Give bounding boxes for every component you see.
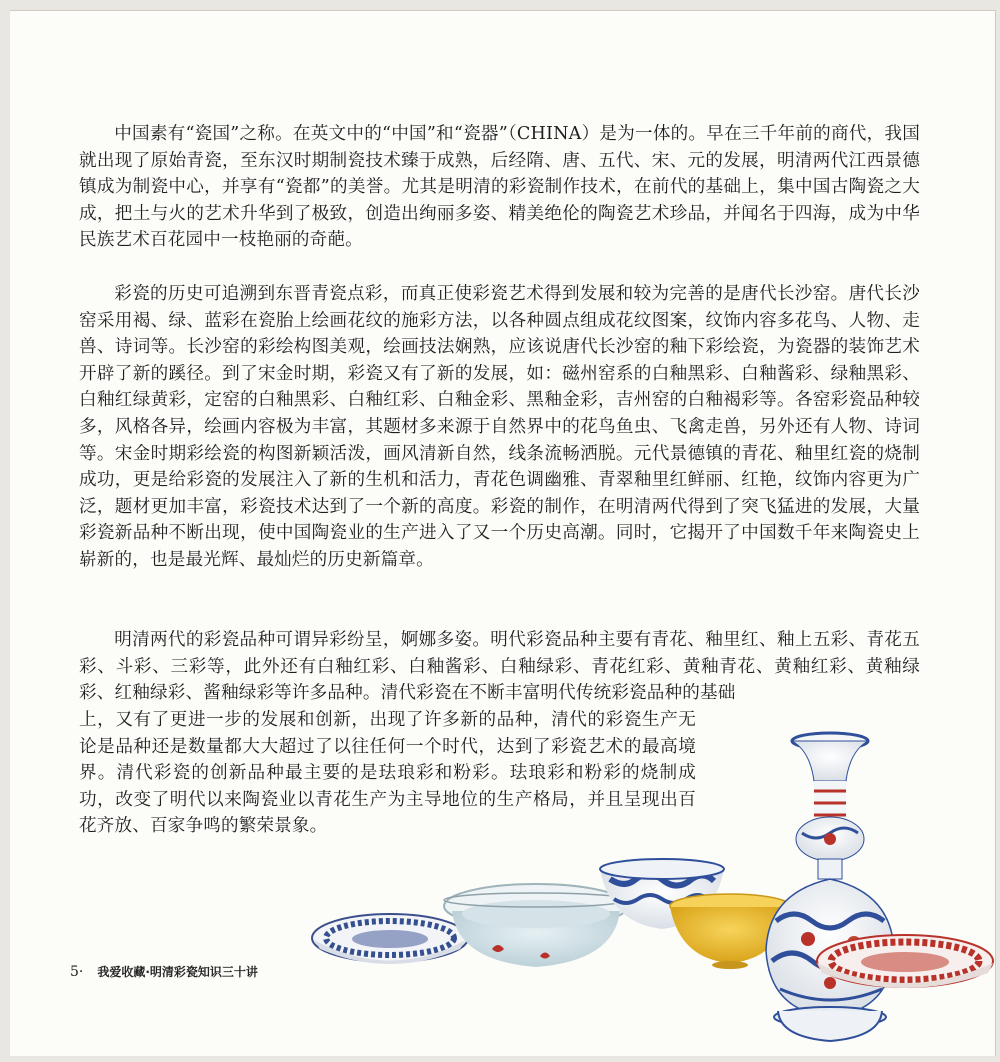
paragraph-1: 中国素有“瓷国”之称。在英文中的“中国”和“瓷器”（CHINA）是为一体的。早在三千年前的商代，我国就出现了原始青瓷，至东汉时期制瓷技术臻于成熟，后经隋、唐、五代、宋、元的发展，明清两代江西景德镇成为制瓷中心，并享有“瓷都”的美誉。尤其是明清的彩瓷制作技术，在前代的基础上，集中国古陶瓷之大成，把土与火的艺术升华到了极致，创造出绚丽多姿、精美绝伦的陶瓷艺术珍品，并闻名于四海，成为中华民族艺术百花园中一枝艳丽的奇葩。: [79, 124, 920, 251]
page-number: 5·: [70, 964, 84, 980]
book-page: [10, 10, 996, 1056]
page-footer: [70, 963, 258, 980]
paragraph-3-wrapped: 上，又有了更进一步的发展和创新，出现了许多新的品种，清代的彩瓷生产无论是品种还是数量都大大超过了以往任何一个时代，达到了彩瓷艺术的最高境界。清代彩瓷的创新品种最主要的是珐琅彩和粉彩。珐琅彩和粉彩的烧制成功，改变了明代以来陶瓷业以青花生产为主导地位的生产格局，并且呈现出百花齐放、百家争鸣的繁荣景象。: [79, 710, 696, 837]
red-plate: [817, 935, 993, 988]
paragraph-3-top: 明清两代的彩瓷品种可谓异彩纷呈，婀娜多姿。明代彩瓷品种主要有青花、釉里红、釉上五彩、青花五彩、斗彩、三彩等，此外还有白釉红彩、白釉酱彩、白釉绿彩、青花红彩、黄釉青花、黄釉红彩、黄釉绿彩、红釉绿彩、酱釉绿彩等许多品种。清代彩瓷在不断丰富明代传统彩瓷品种的基础: [79, 630, 920, 704]
paragraph-2: 彩瓷的历史可追溯到东晋青瓷点彩，而真正使彩瓷艺术得到发展和较为完善的是唐代长沙窑。唐代长沙窑采用褐、绿、蓝彩在瓷胎上绘画花纹的施彩方法，以各种圆点组成花纹图案，纹饰内容多花鸟、人物、走兽、诗词等。长沙窑的彩绘构图美观，绘画技法娴熟，应该说唐代长沙窑的釉下彩绘瓷，为瓷器的装饰艺术开辟了新的蹊径。到了宋金时期，彩瓷又有了新的发展，如：磁州窑系的白釉黑彩、白釉酱彩、绿釉黑彩、白釉红绿黄彩，定窑的白釉黑彩、白釉红彩、白釉金彩、黑釉金彩，吉州窑的白釉褐彩等。各窑彩瓷品种较多，风格各异，绘画内容极为丰富，其题材多来源于自然界中的花鸟鱼虫、飞禽走兽，另外还有人物、诗词等。宋金时期彩绘瓷的构图新颖活泼，画风清新自然，线条流畅洒脱。元代景德镇的青花、釉里红瓷的烧制成功，更是给彩瓷的发展注入了新的生机和活力，青花色调幽雅、青翠釉里红鲜丽、红艳，纹饰内容更为广泛，题材更加丰富，彩瓷技术达到了一个新的高度。彩瓷的制作，在明清两代得到了突飞猛进的发展，大量彩瓷新品种不断出现，使中国陶瓷业的生产进入了又一个历史高潮。同时，它揭开了中国数千年来陶瓷史上崭新的，也是最光辉、最灿烂的历史新篇章。: [79, 284, 920, 570]
celadon-basin: [444, 884, 628, 967]
blue-white-plate: [312, 914, 468, 964]
running-title: 我爱收藏·明清彩瓷知识三十讲: [97, 965, 258, 979]
porcelain-illustration: [310, 711, 995, 1056]
doucai-vase: [766, 733, 894, 1041]
